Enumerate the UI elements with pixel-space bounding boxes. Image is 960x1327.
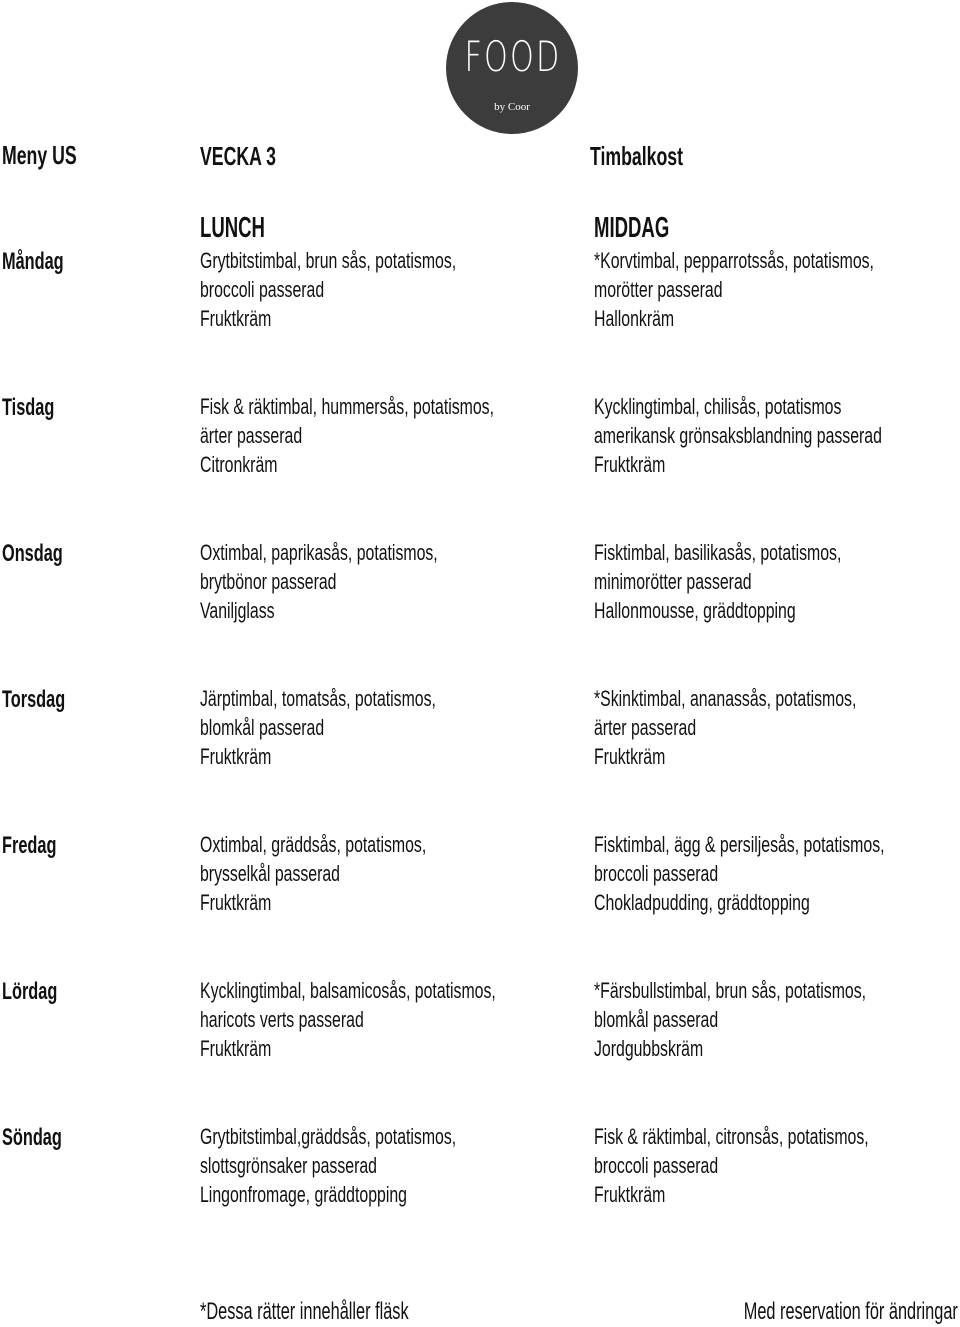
dinner-dish-line: minimorötter passerad	[594, 569, 752, 594]
lunch-dish-line: Fruktkräm	[200, 744, 272, 769]
lunch-heading: LUNCH	[200, 212, 265, 244]
dinner-heading: MIDDAG	[594, 212, 670, 244]
lunch-dish-line: broccoli passerad	[200, 277, 325, 302]
dinner-dish-line: Hallonmousse, gräddtopping	[594, 598, 796, 623]
dinner-dish-line: Fisktimbal, ägg & persiljesås, potatismos,	[594, 832, 885, 857]
day-name: Lördag	[2, 978, 58, 1005]
lunch-dish-line: Citronkräm	[200, 452, 278, 477]
lunch-dishes	[200, 538, 438, 625]
day-name: Onsdag	[2, 540, 63, 567]
dinner-dishes	[594, 830, 885, 917]
lunch-dish-line: haricots verts passerad	[200, 1007, 364, 1032]
lunch-dishes	[200, 830, 426, 917]
dinner-dish-line: broccoli passerad	[594, 861, 719, 886]
lunch-dish-line: Vaniljglass	[200, 598, 275, 623]
lunch-dish-line: brytbönor passerad	[200, 569, 337, 594]
dinner-dishes	[594, 976, 866, 1063]
lunch-dish-line: ärter passerad	[200, 423, 303, 448]
lunch-dish-line: Fruktkräm	[200, 306, 272, 331]
dinner-dish-line: *Skinktimbal, ananassås, potatismos,	[594, 686, 857, 711]
day-name: Fredag	[2, 832, 57, 859]
lunch-dishes	[200, 1122, 456, 1209]
lunch-dish-line: Oxtimbal, paprikasås, potatismos,	[200, 540, 438, 565]
lunch-dish-line: Fruktkräm	[200, 1036, 272, 1061]
dinner-dish-line: Fisk & räktimbal, citronsås, potatismos,	[594, 1124, 869, 1149]
day-name: Torsdag	[2, 686, 66, 713]
day-name: Tisdag	[2, 394, 55, 421]
dinner-dish-line: Jordgubbskräm	[594, 1036, 704, 1061]
pork-note: *Dessa rätter innehåller fläsk	[200, 1298, 409, 1325]
dinner-dish-line: amerikansk grönsaksblandning passerad	[594, 423, 882, 448]
dinner-dishes	[594, 246, 874, 333]
lunch-dish-line: Grytbitstimbal, brun sås, potatismos,	[200, 248, 457, 273]
menu-title: Meny US	[2, 140, 77, 170]
lunch-dish-line: Fruktkräm	[200, 890, 272, 915]
lunch-dish-line: Fisk & räktimbal, hummersås, potatismos,	[200, 394, 495, 419]
dinner-dishes	[594, 538, 841, 625]
dinner-dish-line: Chokladpudding, gräddtopping	[594, 890, 810, 915]
logo-main-text: FOOD	[464, 32, 562, 81]
food-by-coor-logo	[446, 2, 578, 134]
lunch-dishes	[200, 392, 494, 479]
lunch-dish-line: Kycklingtimbal, balsamicosås, potatismos,	[200, 978, 496, 1003]
lunch-dishes	[200, 976, 496, 1063]
lunch-dish-line: brysselkål passerad	[200, 861, 340, 886]
dinner-dish-line: Fisktimbal, basilikasås, potatismos,	[594, 540, 842, 565]
logo-sub-text: by Coor	[494, 101, 530, 113]
lunch-dishes	[200, 246, 456, 333]
diet-title: Timbalkost	[590, 141, 684, 171]
dinner-dish-line: broccoli passerad	[594, 1153, 719, 1178]
dinner-dishes	[594, 392, 882, 479]
lunch-dish-line: blomkål passerad	[200, 715, 325, 740]
dinner-dish-line: Fruktkräm	[594, 452, 666, 477]
dinner-dish-line: Fruktkräm	[594, 744, 666, 769]
reservation-note: Med reservation för ändringar	[743, 1298, 958, 1325]
dinner-dishes	[594, 1122, 869, 1209]
dinner-dish-line: Hallonkräm	[594, 306, 675, 331]
dinner-dish-line: blomkål passerad	[594, 1007, 719, 1032]
dinner-dish-line: ärter passerad	[594, 715, 697, 740]
lunch-dish-line: slottsgrönsaker passerad	[200, 1153, 377, 1178]
lunch-dish-line: Grytbitstimbal,gräddsås, potatismos,	[200, 1124, 457, 1149]
lunch-dish-line: Oxtimbal, gräddsås, potatismos,	[200, 832, 427, 857]
dinner-dish-line: Fruktkräm	[594, 1182, 666, 1207]
lunch-dish-line: Lingonfromage, gräddtopping	[200, 1182, 407, 1207]
dinner-dish-line: Kycklingtimbal, chilisås, potatismos	[594, 394, 842, 419]
dinner-dish-line: morötter passerad	[594, 277, 723, 302]
lunch-dish-line: Järptimbal, tomatsås, potatismos,	[200, 686, 436, 711]
day-name: Söndag	[2, 1124, 62, 1151]
dinner-dish-line: *Korvtimbal, pepparrotssås, potatismos,	[594, 248, 874, 273]
day-name: Måndag	[2, 248, 64, 275]
dinner-dish-line: *Färsbullstimbal, brun sås, potatismos,	[594, 978, 867, 1003]
dinner-dishes	[594, 684, 856, 771]
week-title: VECKA 3	[200, 141, 276, 171]
lunch-dishes	[200, 684, 436, 771]
